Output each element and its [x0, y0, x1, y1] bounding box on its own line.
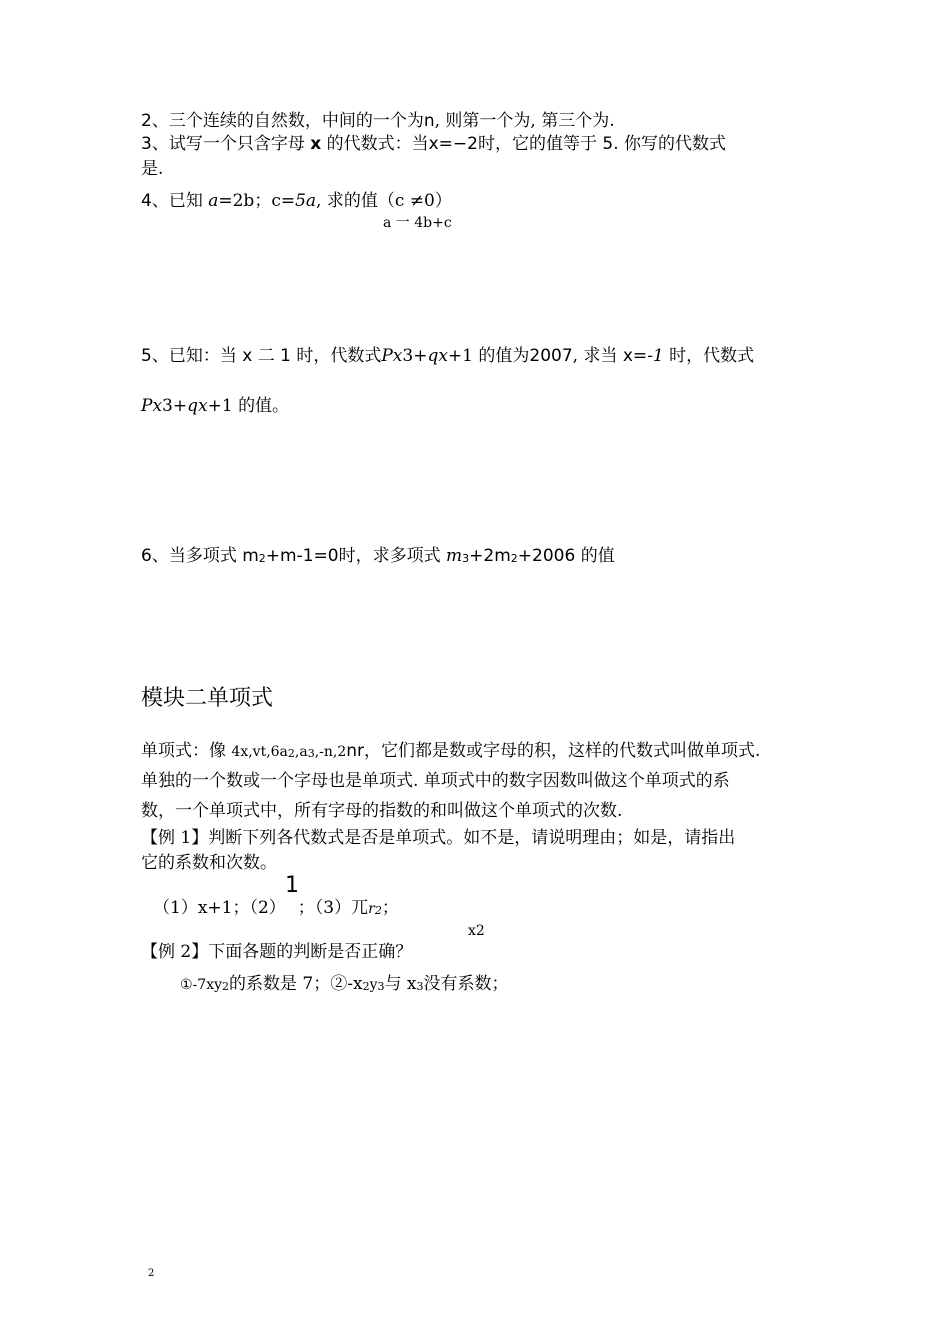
exponent: 2	[510, 552, 518, 565]
question-text: 的代数式：当	[326, 134, 429, 154]
example-text: 下面各题的判断是否正确？	[208, 942, 413, 962]
question-3-line2: 是.	[141, 159, 164, 179]
value-2007: 2007	[529, 346, 573, 366]
variable-y: y	[369, 977, 378, 993]
plus-one: +1	[447, 346, 473, 366]
term-px: Px	[381, 346, 403, 366]
item-text: ；	[381, 898, 399, 918]
term-m: m	[446, 546, 463, 566]
question-text: 时，代数式	[296, 346, 382, 366]
variable-r: r	[368, 901, 375, 917]
example-1-items	[153, 897, 399, 922]
examples: 4x,vt,6a	[231, 744, 288, 760]
value-five: 5	[602, 134, 614, 154]
exponent: 2	[222, 980, 229, 993]
example-text: 判断下列各代数式是否是单项式。如不是，请说明理由；如是，请指出	[208, 828, 736, 848]
question-5-line1	[141, 345, 754, 367]
term-qx: qx	[427, 346, 448, 366]
definition-line-3: 数，一个单项式中，所有字母的指数的和叫做这个单项式的次数.	[141, 801, 623, 821]
question-text: 、试写一个只含字母	[151, 134, 305, 154]
exponent: 3	[307, 747, 315, 760]
exponent: 3	[416, 980, 424, 993]
question-number: 4	[141, 191, 152, 211]
condition: x=−2	[428, 134, 478, 154]
section-title: 模块二单项式	[141, 686, 274, 711]
pi-r: nr	[346, 741, 365, 761]
item-d: 没有系数；	[423, 974, 509, 994]
five-a: 5a	[295, 191, 317, 211]
plus: +	[413, 346, 428, 366]
fraction-denominator: x2	[468, 923, 485, 939]
question-number: 5	[141, 346, 152, 366]
question-text: , 求的值（c ≠0）	[316, 191, 452, 211]
variable-x: x	[310, 134, 322, 154]
exponent: 3	[377, 980, 385, 993]
exponent: 2	[362, 980, 370, 993]
neg-one: -1	[647, 346, 664, 366]
question-number: 2	[141, 111, 152, 131]
question-text: 的值为	[478, 346, 530, 366]
question-text: , 求当	[572, 346, 618, 366]
question-2	[141, 110, 615, 132]
x-equals: x=	[622, 346, 648, 366]
condition-x: x 二 1	[242, 346, 291, 366]
example-1-line1	[141, 827, 735, 849]
question-5-line2	[141, 395, 289, 417]
example-label: 【例 1】	[141, 828, 209, 848]
definition-text: 单项式：像	[141, 741, 226, 761]
question-text: 、当多项式	[151, 546, 237, 566]
fraction-denominator: a 一 4b+c	[383, 215, 452, 231]
exponent: 3	[462, 552, 470, 565]
question-6	[141, 545, 615, 570]
question-text: . 你写的代数式	[613, 134, 727, 154]
page-number: 2	[148, 1268, 155, 1279]
item-b: 的系数是 7；②-x	[229, 974, 363, 994]
example-1-line2: 它的系数和次数。	[141, 853, 277, 873]
item-a: ①-7xy	[180, 977, 222, 993]
exponent: 3	[402, 346, 414, 366]
variable-n: n	[423, 111, 435, 131]
variable-a: a	[208, 191, 219, 211]
definition-line-1	[141, 740, 760, 765]
question-3-line1	[141, 133, 726, 155]
plus-one: +1	[207, 396, 233, 416]
term-qx: qx	[187, 396, 208, 416]
question-text-rest: , 则第一个为, 第三个为.	[434, 111, 615, 131]
term-m: m	[242, 546, 259, 566]
examples: ,-n,2	[314, 744, 347, 760]
plus: +	[172, 396, 188, 416]
item-text: ；（3）兀	[297, 898, 369, 918]
definition-text: ，它们都是数或字母的积，这样的代数式叫做单项式.	[364, 741, 761, 761]
example-label: 【例 2】	[141, 942, 209, 962]
item-c: 与 x	[384, 974, 417, 994]
example-2-line1	[141, 941, 412, 963]
polynomial: +2006	[517, 546, 576, 566]
question-text: 、已知	[151, 191, 203, 211]
definition-line-2: 单独的一个数或一个字母也是单项式. 单项式中的数字因数叫做这个单项式的系	[141, 771, 730, 791]
question-text: 时，代数式	[669, 346, 755, 366]
question-text: 时，求多项式	[338, 546, 441, 566]
term-px: Px	[141, 396, 163, 416]
examples: ,a	[294, 744, 308, 760]
question-number: 6	[141, 546, 152, 566]
question-text: 时，它的值等于	[477, 134, 597, 154]
equation: =2b；c=	[218, 191, 296, 211]
fraction-numerator: 1	[285, 873, 299, 898]
question-text: 、已知：当	[151, 346, 237, 366]
question-text: 的值。	[238, 396, 290, 416]
exponent: 2	[287, 747, 295, 760]
exponent: 3	[162, 396, 173, 416]
question-text: 的值	[580, 546, 615, 566]
question-text: 、三个连续的自然数，中间的一个为	[151, 111, 424, 131]
exponent: 2	[374, 904, 382, 917]
polynomial: +m-1=0	[265, 546, 339, 566]
polynomial: +2m	[469, 546, 511, 566]
example-2-items	[180, 973, 508, 998]
question-4	[141, 190, 452, 212]
item-text: （1）x+1；（2）	[153, 898, 286, 918]
exponent: 2	[258, 552, 266, 565]
question-number: 3	[141, 134, 152, 154]
